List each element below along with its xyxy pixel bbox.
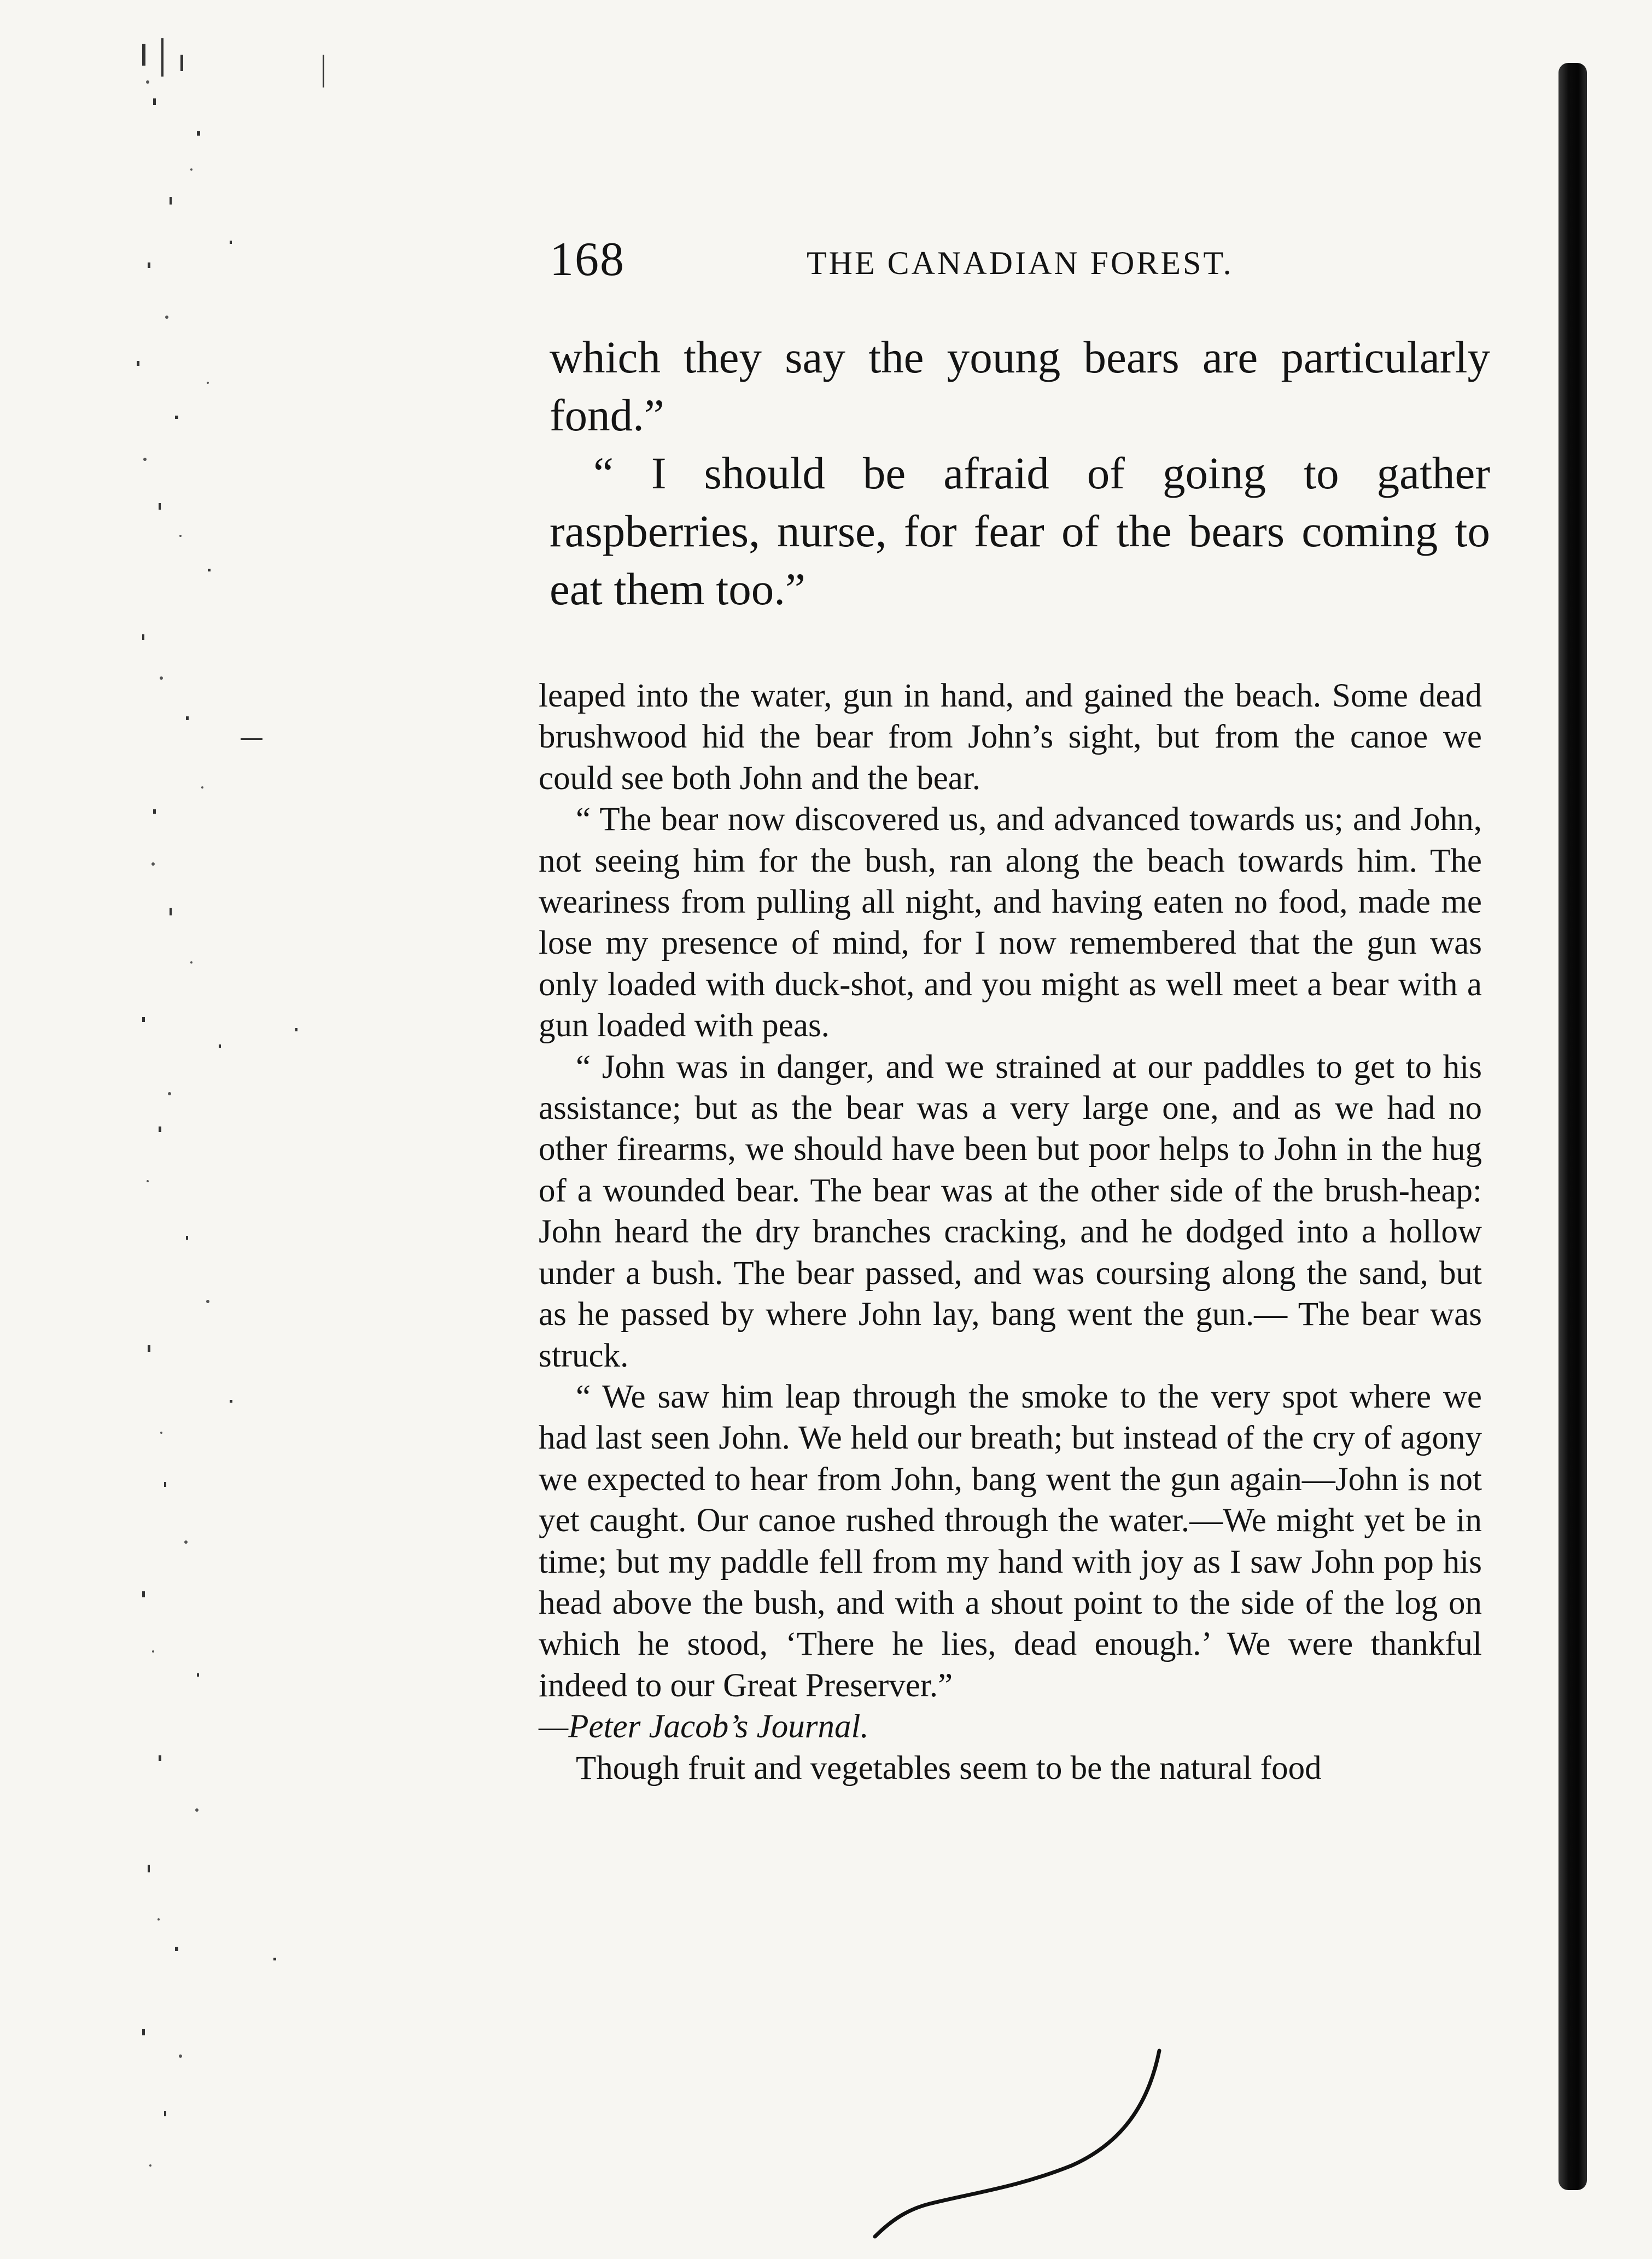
binding-shadow-bar xyxy=(1558,63,1587,2190)
gutter-speckle-marks xyxy=(66,33,350,2209)
small-paragraph-4: “ We saw him leap through the smoke to the very spot where we had last seen John. We held our breath; but instead of the cry of agony we expected to hear from John, bang went the gun again—John is not yet caught. Our canoe rushed through the water.—We might yet be in time; but my paddle fell from my hand with joy as I saw John pop his head above the bush, and with a shout point to the side of the log on which he stood, ‘There he lies, dead enough.’ We were thankful indeed to our Great Preserver.” xyxy=(539,1378,1482,1704)
large-paragraph-1: which they say the young bears are particularly fond.” xyxy=(550,332,1490,440)
large-paragraph-2: “ I should be afraid of going to gather raspberries, nurse, for fear of the bears coming to eat them too.” xyxy=(550,448,1490,614)
page-header xyxy=(550,230,1490,290)
pen-scribble-mark xyxy=(864,2040,1192,2242)
small-paragraph-3: “ John was in danger, and we strained at our paddles to get to his assistance; but as the bear was a very large one, and as we had no other firearms, we should have been but poor helps to John in the hug of a wounded bear. The bear was at the other side of the brush-heap: John heard the dry branches cracking, and he dodged into a hollow under a bush. The bear passed, and was coursing along the sand, but as he passed by where John lay, bang went the gun.— The bear was struck. xyxy=(539,1048,1482,1374)
source-attribution: —Peter Jacob’s Journal. xyxy=(539,1708,869,1746)
small-type-passage xyxy=(539,675,1482,1789)
small-paragraph-1: leaped into the water, gun in hand, and gained the beach. Some dead brushwood hid the bear from John’s sight, but from the canoe we could see both John and the bear. xyxy=(539,678,1482,797)
small-paragraph-2: “ The bear now discovered us, and advanced towards us; and John, not seeing him for the bush, ran along the beach towards him. The weariness from pulling all night, and having eaten no food, made me lose my presence of mind, for I now remembered that the gun was only loaded with duck-shot, and you might as well meet a bear with a gun loaded with peas. xyxy=(539,801,1482,1044)
small-paragraph-5: Though fruit and vegetables seem to be the natural food xyxy=(576,1749,1322,1787)
running-title: THE CANADIAN FOREST. xyxy=(807,245,1234,281)
large-type-passage xyxy=(550,328,1490,618)
page-number: 168 xyxy=(550,233,625,286)
